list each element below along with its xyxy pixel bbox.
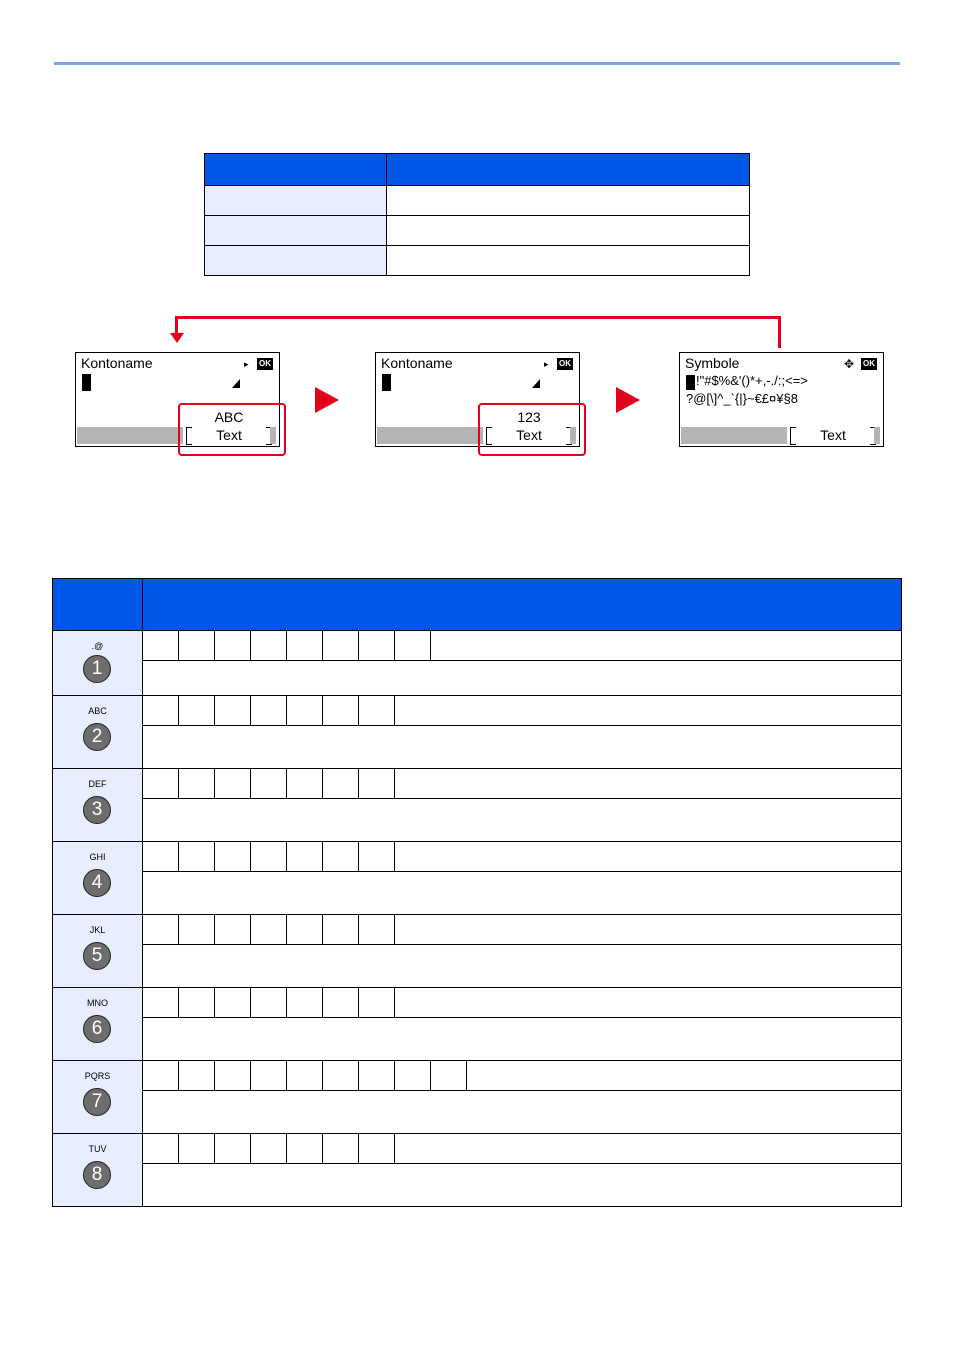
detail-cell [143,726,902,769]
character-cell [179,1134,215,1163]
table-cell [205,186,387,216]
character-cell [215,769,251,798]
character-cell [287,696,323,725]
character-grid [143,1061,901,1090]
character-cell [179,769,215,798]
key-row [53,631,902,661]
detail-cell [143,661,902,696]
top-rule [54,62,900,65]
character-cell [179,842,215,871]
character-cell [323,631,359,660]
key-5-icon: 5 [83,942,111,970]
character-cells [143,769,902,799]
screen-title: Symbole [685,355,740,371]
arrow-down-icon [170,333,184,343]
next-arrow-icon [616,387,640,413]
key-detail-row [53,726,902,769]
character-cell [287,769,323,798]
character-cell [287,1134,323,1163]
character-cell [287,631,323,660]
key-letters: JKL [89,925,106,935]
character-cells [143,631,902,661]
key-2-icon: 2 [83,723,111,751]
key-letters: PQRS [84,1071,111,1081]
character-cell [323,842,359,871]
character-cell [323,769,359,798]
mode-label: 123 [517,409,541,425]
softkey-bar [681,427,787,444]
character-grid [143,696,901,725]
key-row [53,769,902,799]
character-cell [215,696,251,725]
key-cell [53,842,143,915]
key-detail-row [53,1091,902,1134]
key-detail-row [53,1164,902,1207]
table-cell [387,216,750,246]
character-cells [143,988,902,1018]
character-cell [179,631,215,660]
character-cells [143,1061,902,1091]
next-arrow-icon [315,387,339,413]
character-cell [323,1061,359,1090]
character-grid [143,915,901,944]
table-cell [387,186,750,216]
key-3-icon: 3 [83,796,111,824]
key-row [53,1134,902,1164]
table-cell [205,216,387,246]
key-detail-row [53,661,902,696]
loop-line-top [175,316,781,319]
detail-cell [143,1018,902,1061]
key-row [53,915,902,945]
character-cell [359,915,395,944]
navigation-arrow-icon: ▸ [544,359,549,369]
character-cell [143,915,179,944]
character-cell [143,769,179,798]
text-softkey[interactable] [790,427,876,444]
table-cell [387,246,750,276]
character-cell [143,1134,179,1163]
detail-cell [143,1091,902,1134]
detail-cell [143,1164,902,1207]
detail-cell [143,799,902,842]
table-cell [205,246,387,276]
character-cell [359,1134,395,1163]
key-cell [53,1134,143,1207]
highlight-box [478,403,586,456]
mode-label: ABC [214,409,244,425]
character-cell [359,696,395,725]
softkey-bar [377,427,483,444]
character-cells [143,1134,902,1164]
key-row [53,696,902,726]
softkey-label: Text [516,427,542,443]
header-cell [143,579,902,631]
table-row [205,216,750,246]
cursor [686,375,695,390]
input-indicator-icon [532,379,540,388]
character-cell [251,769,287,798]
header-cell [53,579,143,631]
key-letters: DEF [88,779,107,789]
key-letters: ABC [88,706,107,716]
detail-cell [143,872,902,915]
character-cell [179,696,215,725]
key-row [53,988,902,1018]
character-grid [143,1134,901,1163]
four-way-arrow-icon: ✥ [844,357,855,371]
character-cell [287,1061,323,1090]
screen-title: Kontoname [81,355,153,371]
character-cell [215,988,251,1017]
lcd-screen-symbols [679,352,884,447]
character-cell [251,696,287,725]
key-detail-row [53,1018,902,1061]
detail-cell [143,945,902,988]
character-cell [359,988,395,1017]
key-letters: GHI [89,852,106,862]
ok-icon: OK [863,359,875,368]
key-row [53,1061,902,1091]
character-cell [143,631,179,660]
scrollbar [874,427,880,444]
table-row [205,186,750,216]
character-cell [323,1134,359,1163]
character-cell [251,1061,287,1090]
softkey-bar [77,427,183,444]
key-cell [53,915,143,988]
table-header [205,154,750,186]
character-cell [359,842,395,871]
character-cell [359,631,395,660]
cursor [82,374,91,391]
character-cell [323,696,359,725]
ok-icon: OK [259,359,271,368]
key-row [53,842,902,872]
character-cell [323,988,359,1017]
character-cell [287,842,323,871]
softkey-label: Text [216,427,242,443]
character-cell [215,1134,251,1163]
key-cell [53,631,143,696]
highlight-box [178,403,286,456]
navigation-arrow-icon: ▸ [244,359,249,369]
character-cell [251,842,287,871]
symbol-line-1: !"#$%&'()*+,-./:;<=> [696,373,808,388]
character-grid [143,988,901,1017]
character-cell [251,631,287,660]
character-cell [395,631,431,660]
key-letters: .@ [91,641,104,651]
character-cell [395,1061,431,1090]
character-cell [215,915,251,944]
key-8-icon: 8 [83,1161,111,1189]
key-4-icon: 4 [83,869,111,897]
character-cell [143,988,179,1017]
key-cell [53,696,143,769]
key-cell [53,769,143,842]
character-cell [287,915,323,944]
character-cell [323,915,359,944]
header-cell [205,154,387,186]
header-cell [387,154,750,186]
character-cells [143,696,902,726]
softkey-label: Text [820,427,846,443]
character-cell [143,1061,179,1090]
table-row [205,246,750,276]
character-cell [179,988,215,1017]
character-cell [251,915,287,944]
character-cell [359,1061,395,1090]
key-7-icon: 7 [83,1088,111,1116]
character-cell [359,769,395,798]
key-6-icon: 6 [83,1015,111,1043]
character-grid [143,842,901,871]
loop-line-right [778,316,781,348]
character-cells [143,915,902,945]
key-1-icon: 1 [83,655,111,683]
character-grid [143,769,901,798]
key-detail-row [53,945,902,988]
key-detail-row [53,799,902,842]
character-cell [287,988,323,1017]
character-grid [143,631,901,660]
character-cell [179,1061,215,1090]
character-cell [143,842,179,871]
table-header [53,579,902,631]
screen-title: Kontoname [381,355,453,371]
character-cell [251,988,287,1017]
ok-icon: OK [559,359,571,368]
character-cell [143,696,179,725]
input-mode-table [204,153,750,276]
character-cell [215,842,251,871]
cursor [382,374,391,391]
character-cells [143,842,902,872]
symbol-line-2: ?@[\]^_`{|}~€£¤¥§8 [686,391,798,406]
character-cell [251,1134,287,1163]
key-character-table [52,578,902,1207]
key-letters: MNO [87,998,108,1008]
key-detail-row [53,872,902,915]
input-indicator-icon [232,379,240,388]
character-cell [215,631,251,660]
character-cell [215,1061,251,1090]
key-cell [53,1061,143,1134]
character-cell [431,1061,467,1090]
key-letters: TUV [88,1144,107,1154]
key-cell [53,988,143,1061]
character-cell [179,915,215,944]
